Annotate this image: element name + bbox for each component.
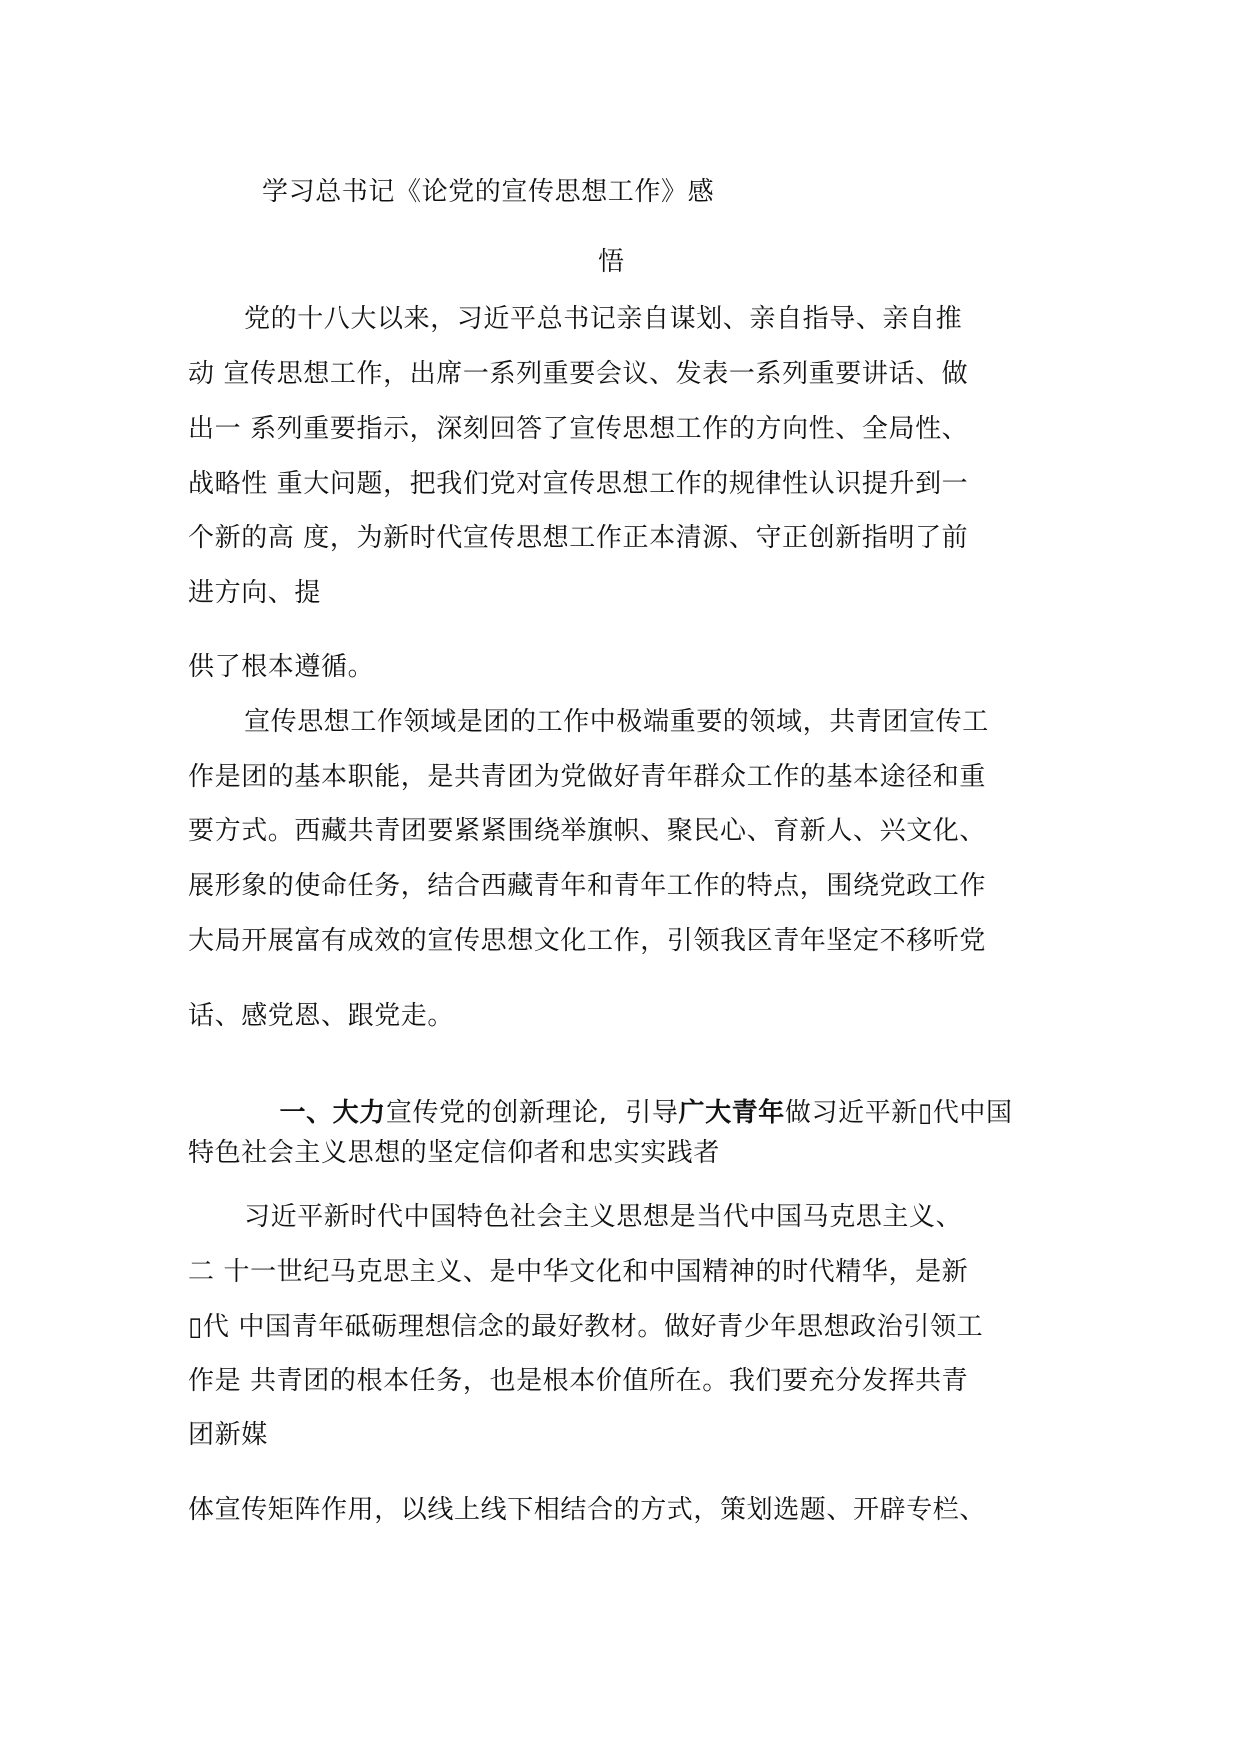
- paragraph-line: 供了根本遵循。: [188, 652, 375, 682]
- paragraph-line: 大局开展富有成效的宣传思想文化工作，引领我区青年坚定不移听党: [188, 926, 987, 956]
- paragraph-line: 党的十八大以来，习近平总书记亲自谋划、亲自指导、亲自推: [244, 304, 963, 334]
- paragraph-line: ▯代 中国青年砥砺理想信念的最好教材。做好青少年思想政治引领工: [188, 1312, 984, 1342]
- section-heading-continued: 特色社会主义思想的坚定信仰者和忠实实践者: [188, 1138, 721, 1168]
- paragraph-line: 团新媒: [188, 1420, 268, 1450]
- section-heading-part: 宣传党的创新理论, 引导: [385, 1098, 679, 1128]
- paragraph-line: 作是 共青团的根本任务，也是根本价值所在。我们要充分发挥共青: [188, 1366, 969, 1396]
- section-heading-part: 做习近平新▯代中国: [784, 1098, 1013, 1128]
- paragraph-line: 个新的高 度，为新时代宣传思想工作正本清源、守正创新指明了前: [188, 523, 969, 553]
- paragraph-line: 二 十一世纪马克思主义、是中华文化和中国精神的时代精华，是新: [188, 1257, 969, 1287]
- paragraph-line: 习近平新时代中国特色社会主义思想是当代中国马克思主义、: [244, 1202, 963, 1232]
- paragraph-line: 体宣传矩阵作用，以线上线下相结合的方式，策划选题、开辟专栏、: [188, 1495, 987, 1525]
- paragraph-line: 战略性 重大问题，把我们党对宣传思想工作的规律性认识提升到一: [188, 469, 969, 499]
- paragraph-line: 进方向、提: [188, 578, 322, 608]
- paragraph-line: 动 宣传思想工作，出席一系列重要会议、发表一系列重要讲话、做: [188, 359, 969, 389]
- paragraph-line: 话、感党恩、跟党走。: [188, 1001, 455, 1031]
- section-heading-bold-part: 广大青年: [678, 1098, 785, 1128]
- paragraph-line: 宣传思想工作领域是团的工作中极端重要的领域，共青团宣传工: [244, 707, 989, 737]
- document-title-continued: 悟: [598, 247, 625, 277]
- section-heading-bold-part: 一、大力: [279, 1098, 386, 1128]
- document-title: 学习总书记《论党的宣传思想工作》感: [262, 177, 715, 207]
- paragraph-line: 作是团的基本职能，是共青团为党做好青年群众工作的基本途径和重: [188, 762, 987, 792]
- paragraph-line: 展形象的使命任务，结合西藏青年和青年工作的特点，围绕党政工作: [188, 871, 987, 901]
- paragraph-line: 出一 系列重要指示，深刻回答了宣传思想工作的方向性、全局性、: [188, 414, 969, 444]
- paragraph-line: 要方式。西藏共青团要紧紧围绕举旗帜、聚民心、育新人、兴文化、: [188, 816, 987, 846]
